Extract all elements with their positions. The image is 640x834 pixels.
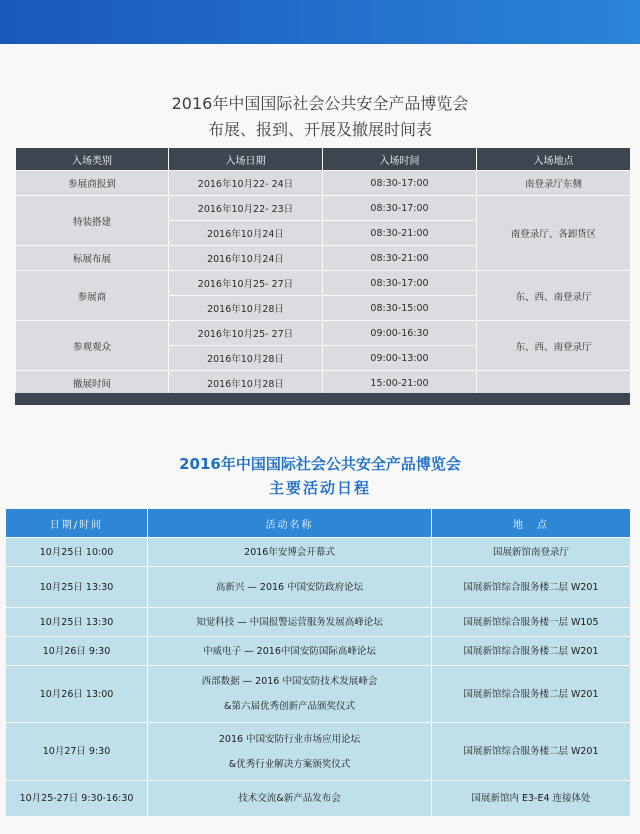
table-row — [6, 723, 631, 781]
table-row — [16, 321, 631, 346]
date-cell: 2016年10月22- 23日 — [169, 196, 323, 221]
header-banner — [0, 0, 640, 44]
time-cell: 08:30-15:00 — [323, 296, 477, 321]
header-activity-name: 活动名称 — [148, 509, 432, 538]
activity-name-continued: &第六届优秀创新产品颁奖仪式 — [224, 701, 355, 712]
schedule-title-line2: 布展、报到、开展及撤展时间表 — [207, 120, 432, 139]
table-header-row — [6, 509, 631, 538]
location-cell: 东、西、南登录厅 — [477, 271, 631, 321]
location-cell: 南登录厅东侧 — [477, 171, 631, 196]
activity-name-cell — [148, 608, 432, 637]
venue-cell: 国展新馆内 E3-E4 连接体处 — [432, 781, 631, 817]
activity-name-cell — [148, 781, 432, 817]
activity-name-cell — [148, 538, 432, 567]
table-header-row — [16, 148, 631, 171]
date-cell: 2016年10月28日 — [169, 296, 323, 321]
time-cell: 09:00-13:00 — [323, 346, 477, 371]
datetime-cell: 10月25日 10:00 — [6, 538, 148, 567]
header-datetime: 日期/时间 — [6, 509, 148, 538]
time-cell: 09:00-16:30 — [323, 321, 477, 346]
activity-name-cell — [148, 567, 432, 608]
date-cell: 2016年10月24日 — [169, 221, 323, 246]
activity-name-continued: &优秀行业解决方案颁奖仪式 — [228, 758, 351, 770]
datetime-cell: 10月27日 9:30 — [6, 723, 148, 781]
activities-title-line1: 2016年中国国际社会公共安全产品博览会 — [179, 455, 461, 473]
time-cell: 08:30-21:00 — [323, 221, 477, 246]
category-cell: 撤展时间 — [16, 371, 169, 396]
category-cell: 参展商报到 — [16, 171, 169, 196]
activities-title-line2: 主要活动日程 — [268, 479, 371, 497]
venue-cell: 国展新馆综合服务楼二层 W201 — [432, 567, 631, 608]
datetime-cell: 10月25-27日 9:30-16:30 — [6, 781, 148, 817]
activity-name: 2016 中国安防行业市场应用论坛 — [218, 733, 361, 745]
time-cell: 08:30-17:00 — [323, 196, 477, 221]
venue-cell: 国展新馆综合服务楼二层 W201 — [432, 666, 631, 723]
schedule-table-footer-bar — [15, 393, 630, 405]
activity-name-cell — [148, 723, 432, 781]
activity-name: 西部数据 — 2016 中国安防技术发展峰会 — [201, 676, 378, 687]
activity-name: 中威电子 — 2016中国安防国际高峰论坛 — [203, 645, 376, 657]
venue-cell: 国展新馆南登录厅 — [432, 538, 631, 567]
header-location: 入场地点 — [477, 148, 631, 171]
time-cell: 08:30-17:00 — [323, 271, 477, 296]
venue-cell: 国展新馆综合服务楼二层 W201 — [432, 723, 631, 781]
table-row — [6, 666, 631, 723]
time-cell: 08:30-21:00 — [323, 246, 477, 271]
header-category: 入场类别 — [16, 148, 169, 171]
date-cell: 2016年10月22- 24日 — [169, 171, 323, 196]
activity-name-cell — [148, 666, 432, 723]
table-row — [6, 567, 631, 608]
category-cell: 标展布展 — [16, 246, 169, 271]
time-cell: 08:30-17:00 — [323, 171, 477, 196]
location-cell: 东、西、南登录厅 — [477, 321, 631, 371]
time-cell: 15:00-21:00 — [323, 371, 477, 396]
table-row — [16, 371, 631, 396]
table-row — [6, 781, 631, 817]
table-row — [6, 538, 631, 567]
date-cell: 2016年10月25- 27日 — [169, 271, 323, 296]
category-cell: 参观观众 — [16, 321, 169, 371]
venue-cell: 国展新馆综合服务楼一层 W105 — [432, 608, 631, 637]
datetime-cell: 10月25日 13:30 — [6, 567, 148, 608]
datetime-cell: 10月26日 9:30 — [6, 637, 148, 666]
category-cell: 参展商 — [16, 271, 169, 321]
header-date: 入场日期 — [169, 148, 323, 171]
table-row — [16, 196, 631, 221]
activity-name: 技术交流&新产品发布会 — [238, 793, 341, 804]
location-cell: 南登录厅、各卸货区 — [477, 196, 631, 271]
table-row — [6, 637, 631, 666]
activity-name: 2016年安博会开幕式 — [244, 546, 335, 558]
schedule-table — [15, 147, 631, 396]
date-cell: 2016年10月28日 — [169, 346, 323, 371]
location-cell-empty — [477, 371, 631, 396]
header-time: 入场时间 — [323, 148, 477, 171]
activities-table — [5, 508, 631, 817]
date-cell: 2016年10月25- 27日 — [169, 321, 323, 346]
date-cell: 2016年10月28日 — [169, 371, 323, 396]
venue-cell: 国展新馆综合服务楼二层 W201 — [432, 637, 631, 666]
table-row — [6, 608, 631, 637]
header-venue: 地 点 — [432, 509, 631, 538]
activity-name-cell — [148, 637, 432, 666]
schedule-title-line1: 2016年中国国际社会公共安全产品博览会 — [171, 94, 469, 113]
activity-name: 高新兴 — 2016 中国安防政府论坛 — [215, 581, 364, 593]
date-cell: 2016年10月24日 — [169, 246, 323, 271]
datetime-cell: 10月26日 13:00 — [6, 666, 148, 723]
table-row — [16, 271, 631, 296]
category-cell: 特装搭建 — [16, 196, 169, 246]
table-row — [16, 171, 631, 196]
activity-name: 知觉科技 — 中国报警运营服务发展高峰论坛 — [196, 616, 383, 628]
datetime-cell: 10月25日 13:30 — [6, 608, 148, 637]
